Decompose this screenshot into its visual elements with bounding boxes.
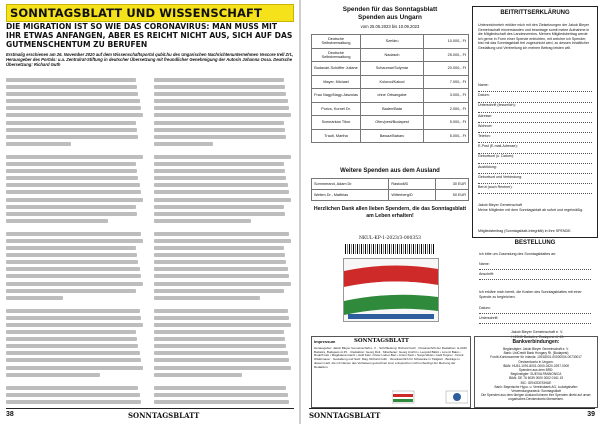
- article-text-line: [6, 226, 144, 232]
- text-line: Bank: Bayerische Hypo- u. Vereinsbank AG, Ludwigshafen: [494, 384, 578, 389]
- article-text-line: [6, 198, 143, 202]
- article-text-line: [6, 205, 136, 209]
- article-text-line: [154, 289, 284, 293]
- article-headline: DIE MIGRATION IST SO WIE DAS CORONAVIRUS: MAN MUSS MIT IHR ETWAS ANFANGEN, ABER ES REICHT NICHT AUS, SICH AUF DAS GUTMENSCHENTUM ZU BERUFEN: [6, 22, 293, 49]
- article-text-line: [154, 253, 285, 257]
- text-line: Devisenkonto in Ungarn:: [518, 359, 554, 364]
- table-cell: 10.000,- Ft: [424, 35, 469, 49]
- article-text-line: [154, 400, 289, 404]
- table-cell: Porics, Kornél Dr.: [312, 102, 361, 116]
- table-row: [312, 62, 469, 76]
- article-text-line: [154, 316, 289, 320]
- article-text-line: [6, 380, 144, 386]
- article-text-line: [6, 212, 137, 216]
- article-text-line: [6, 253, 137, 257]
- article-text-line: [154, 393, 288, 397]
- article-text-line: [154, 226, 292, 232]
- article-text-line: [154, 232, 289, 236]
- impressum-box: [311, 336, 471, 408]
- membership-fee-note: Mitgliedsbeitrag (Sonntagsblatt-Integrität) in Ihre SPENDE.: [478, 229, 572, 233]
- table-cell: Baden/Bata: [361, 102, 424, 116]
- right-page: [301, 0, 600, 424]
- text-line: Begünstigter: SUEVIA PANNONICA: [510, 372, 562, 377]
- table-cell: Witterberg/D: [389, 190, 436, 201]
- text-line: Begünstigter: Jakob Bleyer Gemeinschaft e. V.: [503, 347, 569, 351]
- text-line: Spenden aus Ungarn: [358, 14, 422, 21]
- sponsor-logos: [392, 389, 468, 405]
- text-line: IBAN: DE 76 6039 0000 0002 0161 19: [508, 376, 564, 381]
- order-field-signature[interactable]: Unterschrift:: [479, 316, 591, 324]
- impressum-text: Herausgeber: Jakob Bleyer Gemeinschaft e. V. · Schriftleitung: Richard Guth · Postanschrift der Redaktion: H-2040 Budaörs, Budapest út 45. · Redaktion: Georg Rott · Mitarbeiter: Georg Amrhin • Leopold Bálint • Lorenz Bakó • Rudolf Geti • Magdalena Gantz • Helli Katz • Peter Lieber-Bert • Anton Klein • Sonja Weiss • Helli Teigner · Druck: Wiskitmaver · Gestaltung und Satz: Mag. Richard Guth · Verantwortlich für Schwanke in Tätigkeit · Beiträge in diesem Heft, die mit Namen des Verfassers gezeichnet sind, entsprechen nicht unbedingt der Meinung der Redaktion.: [314, 346, 467, 369]
- article-text-line: [6, 393, 140, 397]
- table-cell: 50 EUR: [436, 190, 469, 201]
- article-text-line: [6, 121, 136, 125]
- article-text-line: [154, 274, 289, 278]
- text-line: Bank: UniCredit Bank Hungary Rt. (Budapest): [503, 351, 569, 356]
- article-text-line: [6, 232, 141, 236]
- article-text-line: [154, 239, 291, 243]
- article-text-line: [154, 190, 289, 194]
- membership-fields: [478, 83, 592, 195]
- membership-signature-note: [478, 203, 592, 212]
- article-text-line: [6, 99, 140, 103]
- text-line: BIC: GENODESIHUE: [520, 380, 552, 385]
- article-text-line: [154, 106, 289, 110]
- table-cell: Scemárkan Tibor: [312, 116, 361, 130]
- text-line: Die Spenden aus dem übrigen Ausland können Ihre Spenden direkt auf unser ungarisches Devisenkonto überweisen.: [481, 393, 591, 402]
- article-text-line: [6, 113, 143, 117]
- order-title: BESTELLUNG: [514, 240, 556, 246]
- page-number-left: 38: [6, 411, 14, 418]
- article-text-line: [6, 282, 143, 286]
- article-text-line: [154, 260, 286, 264]
- article-text-line: [154, 351, 288, 355]
- article-text-line: [154, 386, 286, 390]
- form-field[interactable]: Beruf (auch Rentner):: [478, 185, 592, 194]
- table-cell: Sommerand, Adam Dr.: [312, 179, 389, 190]
- right-folio: [309, 408, 595, 421]
- thanks-text: Herzlichen Dank allen lieben Spendern, die das Sonntagsblatt am Leben erhalten!: [313, 206, 467, 219]
- article-text-line: [154, 99, 288, 103]
- article-text-line: [154, 78, 284, 82]
- table-cell: Deutsche Selbstverwaltung: [312, 35, 361, 49]
- table-row: [312, 116, 469, 130]
- table-row: [312, 179, 469, 190]
- article-text-line: [6, 78, 136, 82]
- article-text-line: [154, 135, 286, 139]
- form-field[interactable]: Ausbildung:: [478, 165, 592, 174]
- article-text-line: [6, 330, 136, 334]
- order-cost-text: Ich erkläre mich bereit, die Kosten des Sonntagsblattes mit einer Spende zu begleichen.: [479, 290, 582, 299]
- article-text-line: [6, 246, 136, 250]
- folio-name-left: SONNTAGSBLATT: [128, 411, 200, 420]
- table-cell: Szeldru: [361, 35, 424, 49]
- article-column-1: [6, 78, 144, 408]
- table-row: [312, 48, 469, 62]
- article-text-line: [6, 344, 138, 348]
- form-field[interactable]: Telefon:: [478, 134, 592, 143]
- article-text-line: [6, 373, 100, 377]
- left-page: [0, 0, 299, 424]
- article-text-line: [154, 296, 260, 300]
- table-cell: Frau Nagy/Nagy-Jászolas: [312, 89, 361, 103]
- article-text-line: [154, 169, 285, 173]
- section-banner: [6, 4, 294, 22]
- article-text-line: [154, 337, 285, 341]
- form-field[interactable]: Geburtsort und Verbindung:: [478, 175, 592, 184]
- article-text-line: [6, 337, 137, 341]
- article-text-line: [6, 296, 63, 300]
- table-cell: 2.000,- Ft: [424, 102, 469, 116]
- article-text-line: [6, 351, 140, 355]
- form-field[interactable]: Adresse:: [478, 114, 592, 123]
- article-text-line: [154, 92, 286, 96]
- article-text-line: [6, 267, 140, 271]
- article-text-line: [154, 128, 285, 132]
- barcode: [345, 244, 435, 254]
- table-cell: 5.000,- Ft: [424, 116, 469, 130]
- order-field-date[interactable]: Datum:: [479, 306, 591, 314]
- table-cell: Schaumar/Solymár: [361, 62, 424, 76]
- article-text-line: [154, 85, 285, 89]
- article-text-line: [154, 303, 292, 309]
- article-text-line: [154, 155, 291, 159]
- table-cell: 7.000,- Ft: [424, 75, 469, 89]
- article-text-line: [154, 212, 285, 216]
- order-text: Ich bitte um Zusendung des Sonntagsblattes an:: [479, 252, 557, 256]
- table-cell: 25.000,- Ft: [424, 48, 469, 62]
- order-field-name[interactable]: Name:: [479, 262, 591, 270]
- form-field[interactable]: E-Post (E-mail-Adresse):: [478, 144, 592, 153]
- article-text-line: [154, 205, 284, 209]
- article-text-line: [6, 85, 137, 89]
- article-text-line: [154, 309, 288, 313]
- text-line: Spenden für das Sonntagsblatt: [342, 6, 438, 13]
- article-text-line: [6, 183, 140, 187]
- table-cell: Bawaz/Babarc: [361, 129, 424, 143]
- article-text-line: [6, 323, 143, 327]
- table-cell: Weiten Dr., Matthias: [312, 190, 389, 201]
- article-text-line: [154, 219, 251, 223]
- text-line: H-2040 Budaörs, Budapest út 45.: [511, 335, 565, 339]
- article-text-line: [6, 400, 141, 404]
- article-text-line: [154, 198, 291, 202]
- order-field-address[interactable]: Anschrift:: [479, 272, 591, 280]
- foreign-donation-table: [311, 178, 469, 201]
- article-text-line: [6, 169, 137, 173]
- article-text-line: [154, 330, 284, 334]
- article-text-line: [154, 358, 289, 362]
- article-text-line: [6, 128, 137, 132]
- article-text-line: [154, 366, 291, 370]
- article-text-line: [6, 219, 108, 223]
- table-cell: ohne Ortsangabe: [361, 89, 424, 103]
- article-text-line: [6, 162, 136, 166]
- article-text-line: [6, 106, 141, 110]
- table-cell: Deutsche Selbstverwaltung: [312, 48, 361, 62]
- membership-title: BEITRITTSERKLÄRUNG: [500, 10, 570, 16]
- article-text-line: [6, 289, 136, 293]
- article-text-line: [6, 260, 138, 264]
- table-cell: Budavári-Schöffer Juliane: [312, 62, 361, 76]
- impressum-logo: SONNTAGSBLATT: [354, 338, 409, 344]
- article-text-line: [6, 316, 141, 320]
- article-text-line: [6, 155, 143, 159]
- membership-form: [472, 6, 598, 238]
- table-row: [312, 129, 469, 143]
- hungarian-flag-logo: [343, 258, 439, 322]
- article-text-line: [6, 190, 141, 194]
- article-text-line: [154, 176, 286, 180]
- article-text-line: [154, 121, 284, 125]
- article-text-line: [6, 366, 143, 370]
- table-cell: 30 EUR: [436, 179, 469, 190]
- article-text-line: [6, 303, 144, 309]
- text-line: Verwendungszweck: Sonntagsblatt: [511, 389, 561, 394]
- grant-code: NKUL-KP-1-2023/3-000353: [358, 236, 422, 241]
- form-field[interactable]: Wohnort:: [478, 124, 592, 133]
- table-cell: Mayer, Michael: [312, 75, 361, 89]
- article-column-2: [154, 78, 292, 408]
- article-text-line: [154, 344, 286, 348]
- form-field[interactable]: Datum:: [478, 93, 592, 102]
- table-row: [312, 35, 469, 49]
- table-row: [312, 190, 469, 201]
- bank-title: Bankverbindungen:: [512, 339, 560, 345]
- table-row: [312, 102, 469, 116]
- text-line: Jakob Bleyer Gemeinschaft: [478, 203, 522, 207]
- article-text-line: [6, 358, 141, 362]
- article-text-line: [6, 386, 138, 390]
- article-text-line: [154, 162, 284, 166]
- article-text-line: [154, 183, 288, 187]
- foreign-donations-title: Weitere Spenden aus dem Ausland: [340, 168, 440, 174]
- article-text-line: [154, 282, 291, 286]
- membership-text: Unterzeichnete/r erkläre mich mit den Zielsetzungen der Jakob Bleyer Gemeinschaft einverstanden und beantrage somit meine Aufnahme in die Mitgliedschaft des Landesvereins. Meinen Mitgliedsbeitrag werde ich gerne in Form einer Spende entrichten, mit welcher ich Spender, bist mit das Sonntagsblatt frei zugeschickt wird, zu dessen inhaltlicher Gestaltung und Verbreitung ich meinen Beitrag leisten will.: [478, 23, 590, 50]
- article-lead: Erstmalig erschienen am 26. November 2020 auf dem Wissenschaftsportal qubit.hu des Ungarischen Nachrichtenunternehmen Vexcore Irell Zrt., Herausgeber des Portals: u.a. Zentralrat-Stiftung in deutscher Übersetzung mit freundlicher Genehmigung der Autorin Johanna Ossa. Deutsche Übersetzung: Richard Guth: [6, 52, 294, 67]
- article-text-line: [6, 142, 71, 146]
- article-text-line: [6, 309, 140, 313]
- page-number-right: 39: [587, 411, 595, 418]
- article-text-line: [6, 135, 138, 139]
- text-line: Meine Mitglieder mit dem Sonntagsblatt ab sofort und regelmäßig.: [478, 207, 584, 212]
- article-text-line: [6, 176, 138, 180]
- table-cell: Nadasch: [361, 48, 424, 62]
- bank-box: [474, 336, 598, 408]
- left-folio: [6, 408, 294, 421]
- article-text-line: [154, 142, 213, 146]
- article-text-line: [154, 113, 291, 117]
- table-cell: 20.000,- Ft: [424, 62, 469, 76]
- article-text-line: [154, 267, 288, 271]
- text-line: Jakob Bleyer Gemeinschaft e. V.: [511, 330, 564, 334]
- text-line: Fordít-Kontonummer für Inlands: 10918001-00000004-00730017: [490, 355, 582, 360]
- spend-period: vom 25.05.2023 bis 10.09.2023: [360, 24, 420, 29]
- section-banner-text: SONNTAGSBLATT UND WISSENSCHAFT: [10, 6, 262, 20]
- form-field[interactable]: Unterschrift (lesserlich):: [478, 103, 592, 112]
- article-text-line: [154, 373, 242, 377]
- article-text-line: [154, 380, 292, 386]
- text-line: IBAN: HU51-1091-8001-0000-0420-0297-0000: [502, 363, 570, 368]
- impressum-title: Impressum: [314, 339, 336, 344]
- text-line: Spenden aus dem BRD:: [518, 368, 554, 373]
- article-text-line: [6, 239, 143, 243]
- table-cell: Ofen/pest/Budapest: [361, 116, 424, 130]
- article-text-line: [154, 323, 291, 327]
- form-field[interactable]: Name:: [478, 83, 592, 92]
- table-cell: Trautl, Martha: [312, 129, 361, 143]
- bank-details: [477, 347, 595, 402]
- article-text-line: [6, 92, 138, 96]
- table-row: [312, 75, 469, 89]
- article-text-line: [6, 274, 141, 278]
- table-cell: Kolorod/Kakod: [361, 75, 424, 89]
- donation-table: [311, 34, 469, 143]
- spend-title: [315, 6, 465, 22]
- folio-name-right: SONNTAGSBLATT: [309, 411, 381, 420]
- table-row: [312, 89, 469, 103]
- article-text-line: [154, 246, 284, 250]
- form-field[interactable]: Geburtsort (u. Datum):: [478, 154, 592, 163]
- table-cell: 3.000,- Ft: [424, 89, 469, 103]
- table-cell: 5.000,- Ft: [424, 129, 469, 143]
- table-cell: Rastodt/D: [389, 179, 436, 190]
